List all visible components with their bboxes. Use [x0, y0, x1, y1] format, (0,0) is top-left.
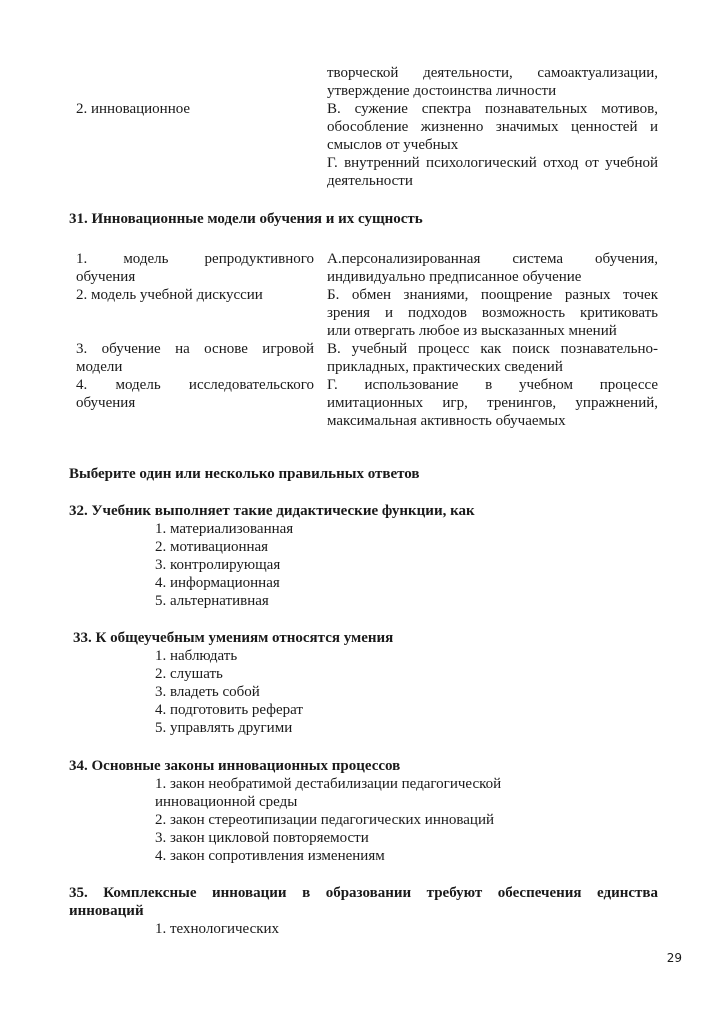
- match-right-option: индивидуально предписанное обучение: [327, 269, 582, 285]
- match-right-option: Г. использование в учебном процессе: [327, 377, 658, 393]
- answer-option: 1. закон необратимой дестабилизации педагогической: [155, 776, 502, 792]
- match-right-option: смыслов от учебных: [327, 137, 459, 153]
- continuation-line: творческой деятельности, самоактуализации,: [327, 65, 658, 81]
- answer-option: 1. технологических: [155, 921, 280, 937]
- answer-option: 2. слушать: [155, 666, 223, 682]
- answer-option: инновационной среды: [155, 794, 298, 810]
- question-35-title-cont: инноваций: [69, 903, 144, 919]
- page-number: 29: [666, 951, 682, 965]
- match-left-item: 2. модель учебной дискуссии: [76, 287, 263, 303]
- question-32-title: 32. Учебник выполняет такие дидактические функции, как: [69, 503, 475, 519]
- match-left-item: обучения: [76, 269, 136, 285]
- match-right-option: обособление жизненно значимых ценностей и: [327, 119, 658, 135]
- question-34-title: 34. Основные законы инновационных процессов: [69, 758, 401, 774]
- answer-option: 3. владеть собой: [155, 684, 260, 700]
- answer-option: 4. подготовить реферат: [155, 702, 303, 718]
- answer-option: 2. мотивационная: [155, 539, 269, 555]
- answer-option: 5. управлять другими: [155, 720, 293, 736]
- match-right-option: прикладных, практических сведений: [327, 359, 563, 375]
- question-33-title: 33. К общеучебным умениям относятся умения: [73, 630, 394, 646]
- match-right-option: Б. обмен знаниями, поощрение разных точек: [327, 287, 658, 303]
- answer-option: 4. информационная: [155, 575, 280, 591]
- answer-option: 5. альтернативная: [155, 593, 269, 609]
- answer-option: 3. закон цикловой повторяемости: [155, 830, 369, 846]
- match-left-item: 4. модель исследовательского: [76, 377, 314, 393]
- match-left-item: 3. обучение на основе игровой: [76, 341, 314, 357]
- answer-option: 1. наблюдать: [155, 648, 238, 664]
- match-right-option: А.персонализированная система обучения,: [327, 251, 658, 267]
- match-left-item: модели: [76, 359, 123, 375]
- match-right-option: Г. внутренний психологический отход от учебной: [327, 155, 658, 171]
- section-heading: Выберите один или несколько правильных ответов: [69, 466, 420, 482]
- match-right-option: или отвергать любое из высказанных мнений: [327, 323, 617, 339]
- continuation-line: утверждение достоинства личности: [327, 83, 557, 99]
- match-right-option: максимальная активность обучаемых: [327, 413, 566, 429]
- answer-option: 4. закон сопротивления изменениям: [155, 848, 385, 864]
- match-right-option: В. сужение спектра познавательных мотивов,: [327, 101, 658, 117]
- match-left-item: 1. модель репродуктивного: [76, 251, 314, 267]
- answer-option: 1. материализованная: [155, 521, 294, 537]
- match-right-option: деятельности: [327, 173, 413, 189]
- match-right-option: В. учебный процесс как поиск познавательно-: [327, 341, 658, 357]
- question-31-title: 31. Инновационные модели обучения и их сущность: [69, 211, 423, 227]
- match-left-item: обучения: [76, 395, 136, 411]
- answer-option: 3. контролирующая: [155, 557, 281, 573]
- question-35-title: 35. Комплексные инновации в образовании требуют обеспечения единства: [69, 885, 658, 901]
- answer-option: 2. закон стереотипизации педагогических инноваций: [155, 812, 495, 828]
- match-right-option: имитационных игр, тренингов, упражнений,: [327, 395, 658, 411]
- match-right-option: зрения и подходов возможность критиковать: [327, 305, 658, 321]
- match-left-item: 2. инновационное: [76, 101, 191, 117]
